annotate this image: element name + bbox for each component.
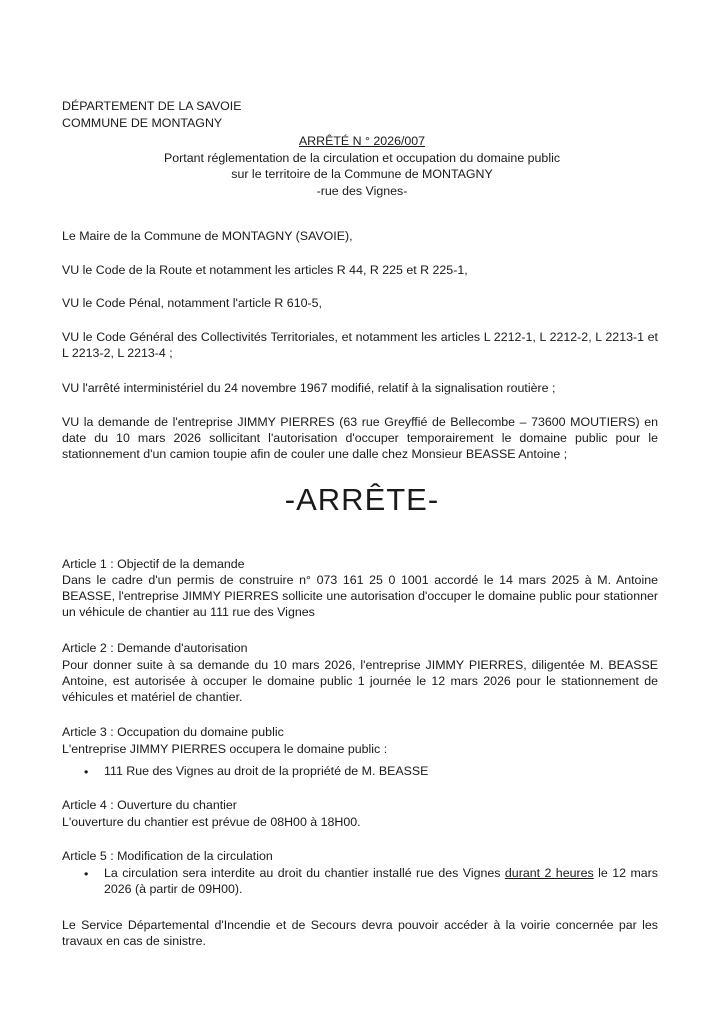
article-4-title: Article 4 : Ouverture du chantier [62,798,237,812]
article-1-text: Dans le cadre d'un permis de construire n° 073 161 25 0 1001 accordé le 14 mars 2025 à M. Antoine BEASSE, l'entreprise JIMMY PIERRES sollicite une autorisation d'occuper le domaine public pour stationner un véhicule de chantier au 111 rue des Vignes [62,573,658,619]
article-5-text-after: le 12 mars 2026 (à partir de 09H00). [104,866,658,896]
article-5-bullet-text [104,865,658,897]
article-5-duration: durant 2 heures [504,866,594,880]
vu-code-route: VU le Code de la Route et notamment les articles R 44, R 225 et R 225-1, [62,263,468,277]
closing-paragraph: Le Service Départemental d'Incendie et de Secours devra pouvoir accéder à la voirie concernée par les travaux en cas de sinistre. [62,918,658,948]
arrete-number [0,133,724,149]
article-3-text: L'entreprise JIMMY PIERRES occupera le domaine public : [62,742,388,756]
vu-cgct: VU le Code Général des Collectivités Territoriales, et notamment les articles L 2212-1, L 2212-2, L 2213-1 et L 2213-2, L 2213-4 ; [62,330,658,360]
subtitle-line-3: -rue des Vignes- [316,184,408,198]
vu-code-penal: VU le Code Pénal, notamment l'article R 610-5, [62,296,322,310]
article-1-title: Article 1 : Objectif de la demande [62,557,245,571]
article-5-bullet-icon: • [84,867,89,881]
article-2-text: Pour donner suite à sa demande du 10 mars 2026, l'entreprise JIMMY PIERRES, diligentée M. BEASSE Antoine, est autorisée à occuper le domaine public 1 journée le 12 mars 2026 pour le stationnement de véhicules et matériel de chantier. [62,658,658,704]
article-2-title: Article 2 : Demande d'autorisation [62,641,248,655]
article-3-bullet-text: 111 Rue des Vignes au droit de la propriété de M. BEASSE [104,764,429,778]
article-4-text: L'ouverture du chantier est prévue de 08H00 à 18H00. [62,815,361,829]
vu-demande-entreprise: VU la demande de l'entreprise JIMMY PIERRES (63 rue Greyffié de Bellecombe – 73600 MOUTIERS) en date du 10 mars 2026 sollicitant l'autorisation d'occuper temporairement le domaine public pour le stationnement d'un camion toupie afin de couler une dalle chez Monsieur BEASSE Antoine ; [62,415,658,461]
article-5-text-before: La circulation sera interdite au droit du chantier installé rue des Vignes [104,866,501,880]
vu-arrete-interministeriel: VU l'arrêté interministériel du 24 novembre 1967 modifié, relatif à la signalisation routière ; [62,381,556,395]
article-3-bullet-icon: • [84,765,89,779]
arrete-number-text: ARRÊTÉ N ° 2026/007 [298,134,426,148]
commune-name: COMMUNE DE MONTAGNY [62,116,223,130]
article-3-title: Article 3 : Occupation du domaine public [62,725,284,739]
maire-line: Le Maire de la Commune de MONTAGNY (SAVOIE), [62,229,353,243]
article-5-title: Article 5 : Modification de la circulation [62,849,273,863]
department-name: DÉPARTEMENT DE LA SAVOIE [62,99,242,113]
subtitle-line-2: sur le territoire de la Commune de MONTAGNY [231,167,493,181]
decision-title: -ARRÊTE- [284,482,440,517]
subtitle-line-1: Portant réglementation de la circulation et occupation du domaine public [163,151,561,165]
